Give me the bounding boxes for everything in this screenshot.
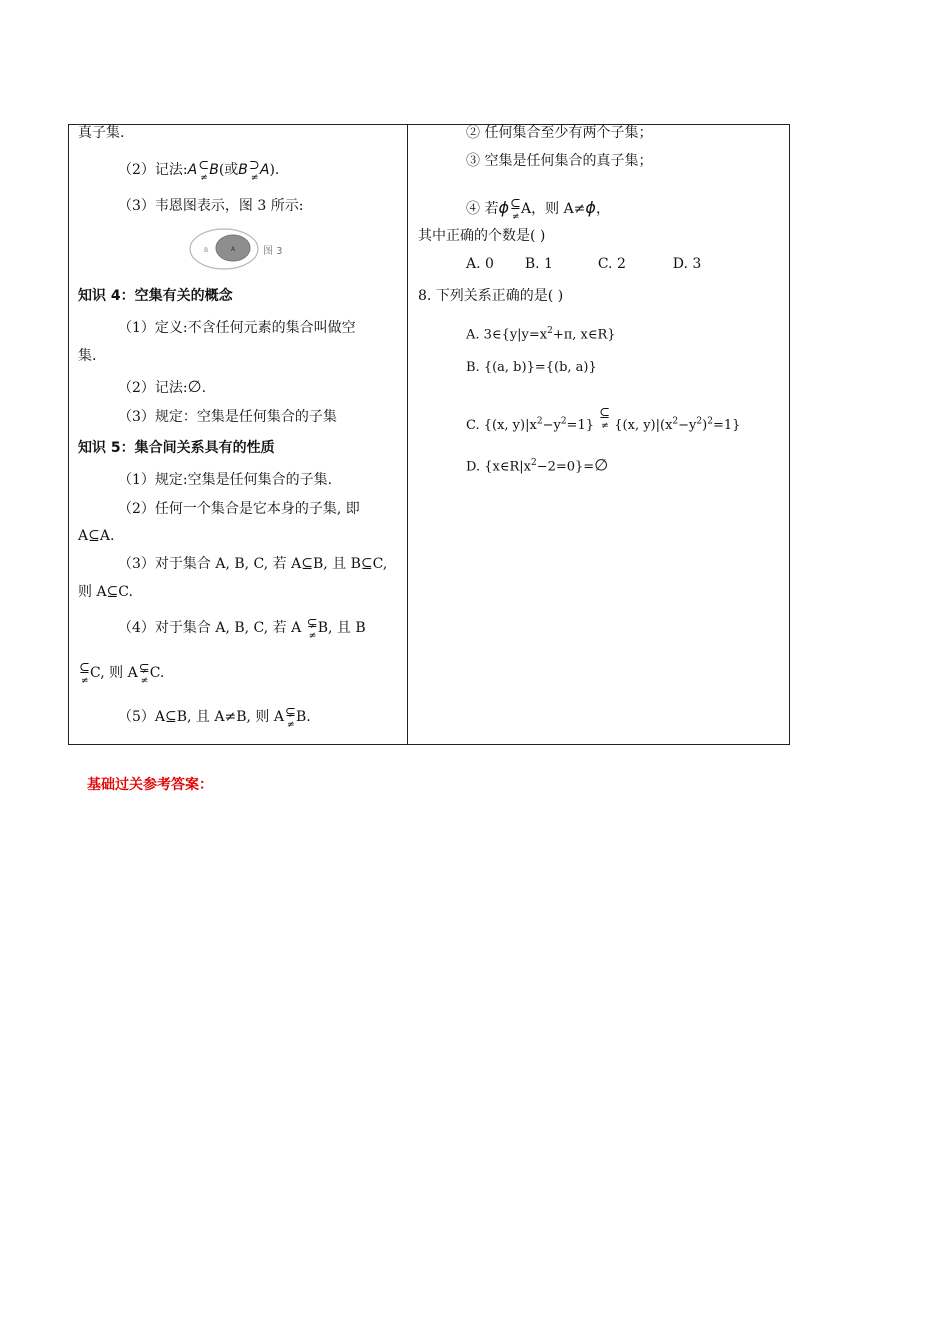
venn-label-b: B [204,247,209,254]
k5-item4b [78,661,165,686]
notation-line [118,158,280,183]
superscript-2: 2 [672,416,679,427]
k5-item5-text2: B. [295,709,311,725]
option-b: B. 1 [524,256,553,272]
symbol-b2: B [238,162,248,178]
k5-item3a: （3）对于集合 A, B, C, 若 A⊆B, 且 B⊆C, [118,556,388,572]
q8-a-text2: +π, x∈R} [552,327,616,343]
proper-subset-symbol: ⊆ ≠ [510,197,521,222]
q8-c-text3: =1} [566,418,594,433]
option-c: C. 2 [597,256,626,272]
question-8: 8. 下列关系正确的是( ) [418,288,564,304]
q8-a-text1: A. 3∈{y|y=x [466,327,548,343]
q8-c-text2: −y [542,418,561,433]
superscript-2: 2 [707,416,713,427]
statement-2: ② 任何集合至少有两个子集； [466,125,653,141]
q8-d-text1: D. {x∈R|x [466,459,531,475]
superscript-2: 2 [536,416,543,427]
statement-4-mid: A，则 A≠ [521,201,586,217]
statement-4-end: ， [595,201,610,217]
q8-c-text5: −y [678,418,697,433]
option-a: A. 0 [466,256,494,272]
k5-item2a: （2）任何一个集合是它本身的子集, 即 [118,501,360,517]
q8-c-text1: C. {(x, y)|x [466,418,537,433]
proper-subset-symbol: ⊆ ≠ [599,406,611,431]
k5-item4b-text2: C. [149,665,165,681]
k5-item4a-text2: B, 且 B [317,620,366,636]
count-question: 其中正确的个数是( ) [418,228,546,244]
symbol-b: B [209,162,219,178]
k5-item4b-text1: C, 则 A [90,665,138,681]
superscript-2: 2 [547,326,553,336]
notation-suffix: ). [269,162,280,178]
empty-set-symbol: ∅ [594,455,609,475]
superscript-2: 2 [560,416,567,427]
text-zhenziji: 真子集. [78,125,125,141]
empty-set-symbol: ∅ [187,377,202,396]
count-options [466,255,701,273]
symbol-a2: A [259,162,270,178]
knowledge5-title: 知识 5：集合间关系具有的性质 [78,440,275,456]
venn-caption: 图 3 [263,246,283,257]
k5-item5 [118,705,311,730]
venn-diagram [188,226,298,272]
option-d: D. 3 [672,256,702,272]
k5-item4a [118,616,366,641]
proper-subset-symbol: ⊆ ≠ [79,661,90,686]
proper-superset-symbol: ⊃ ≠ [248,158,260,183]
q8-option-b: B. {(a, b)}={(b, a)} [466,360,597,375]
proper-subset-symbol: ⊂ ≠ [198,158,210,183]
statement-4 [466,197,610,222]
q8-option-d [466,454,608,476]
k5-item3b: 则 A⊆C. [78,584,133,600]
empty-set-symbol: ϕ [498,198,510,217]
knowledge4-title: 知识 4：空集有关的概念 [78,288,233,304]
k5-item4a-text1: （4）对于集合 A, B, C, 若 A [118,620,302,636]
k4-notation-label: （2）记法: [118,380,188,396]
k5-item5-text1: （5）A⊆B, 且 A≠B, 则 A [118,709,284,725]
venn-description: （3）韦恩图表示，图 3 所示: [118,198,304,214]
k5-item1: （1）规定:空集是任何集合的子集. [118,472,333,488]
q8-option-a [466,322,616,344]
notation-prefix: （2）记法: [118,162,188,178]
superscript-2: 2 [530,458,537,468]
q8-c-text7: =1} [712,418,741,433]
q8-c-text4: {(x, y)|(x [614,418,673,433]
empty-set-symbol: ϕ [585,198,596,217]
k4-definition-1: （1）定义:不含任何元素的集合叫做空 [118,320,356,336]
superscript-2: 2 [696,416,703,427]
venn-label-a: A [231,246,236,253]
notation-mid: (或 [218,162,239,178]
q8-d-text2: −2=0}= [536,459,595,475]
k4-definition-2: 集. [78,348,97,364]
column-divider [407,124,408,745]
statement-4-pre: ④ 若 [466,201,499,217]
statement-3: ③ 空集是任何集合的真子集； [466,153,653,169]
k4-rule: （3）规定：空集是任何集合的子集 [118,409,337,425]
answer-heading: 基础过关参考答案： [87,777,213,793]
proper-subset-symbol: ⊊ ≠ [284,705,296,730]
k5-item2b: A⊆A. [78,528,115,544]
proper-subset-symbol: ⊊ ≠ [306,616,318,641]
symbol-a: A [187,162,198,178]
k4-notation: （2）记法:∅. [118,377,207,396]
proper-subset-symbol: ⊊ ≠ [138,661,150,686]
q8-option-c [466,406,741,435]
q8-c-text6: ) [702,418,708,433]
